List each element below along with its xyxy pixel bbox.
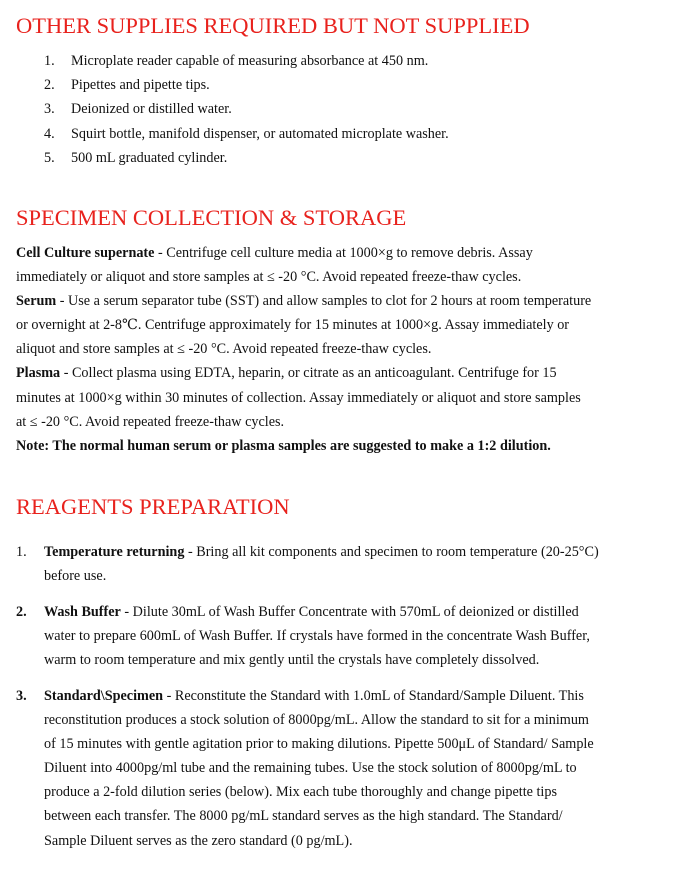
reagent-text: of 15 minutes with gentle agitation prior to making dilutions. Pipette 500μL of Standard/ Sample xyxy=(44,736,594,753)
reagent-text: produce a 2-fold dilution series (below). Mix each tube thoroughly and change pipette tips xyxy=(44,784,557,801)
serum-label: Serum xyxy=(16,293,57,310)
reagent-text: water to prepare 600mL of Wash Buffer. If crystals have formed in the concentrate Wash Buffer, xyxy=(44,628,590,645)
list-item xyxy=(0,146,449,170)
list-number: 5. xyxy=(44,149,55,166)
list-item xyxy=(0,49,449,73)
list-item xyxy=(0,122,449,146)
serum-line-2: or overnight at 2-8℃. Centrifuge approximately for 15 minutes at 1000×g. Assay immediately or xyxy=(16,317,570,334)
reagent-text: - Reconstitute the Standard with 1.0mL of Standard/Sample Diluent. This xyxy=(163,688,584,704)
reagent-label: Wash Buffer xyxy=(44,604,121,620)
list-number: 1. xyxy=(16,544,27,560)
section-title-reagents: REAGENTS PREPARATION xyxy=(16,494,290,519)
reagent-text: before use. xyxy=(44,568,107,585)
cell-culture-text: - Centrifuge cell culture media at 1000×g to remove debris. Assay xyxy=(154,245,533,261)
cell-culture-label: Cell Culture supernate xyxy=(16,245,155,261)
dilution-note xyxy=(16,434,676,458)
reagent-label: Standard\Specimen xyxy=(44,688,164,704)
serum-line-1 xyxy=(16,289,676,313)
list-number: 3. xyxy=(16,688,27,704)
reagent-text: between each transfer. The 8000 pg/mL standard serves as the high standard. The Standard/ xyxy=(44,808,563,825)
list-number: 2. xyxy=(16,604,27,620)
note-text: Note: The normal human serum or plasma samples are suggested to make a 1:2 dilution. xyxy=(16,437,551,454)
list-number: 2. xyxy=(44,77,55,94)
list-text: Microplate reader capable of measuring absorbance at 450 nm. xyxy=(71,53,429,69)
reagent-text: Sample Diluent serves as the zero standard (0 pg/mL). xyxy=(44,832,353,849)
list-number: 3. xyxy=(44,101,55,118)
list-text xyxy=(44,684,594,853)
reagent-text: - Dilute 30mL of Wash Buffer Concentrate with 570mL of deionized or distilled xyxy=(120,604,579,620)
section-title-other-supplies: OTHER SUPPLIES REQUIRED BUT NOT SUPPLIED xyxy=(16,13,530,38)
reagent-text: warm to room temperature and mix gently until the crystals have completely dissolved. xyxy=(44,652,540,669)
reagent-label: Temperature returning xyxy=(44,544,185,560)
plasma-label: Plasma xyxy=(16,365,61,382)
serum-line-3: aliquot and store samples at ≤ -20 °C. Avoid repeated freeze-thaw cycles. xyxy=(16,341,432,358)
serum-text: - Use a serum separator tube (SST) and allow samples to clot for 2 hours at room temperature xyxy=(56,293,592,310)
list-text: Squirt bottle, manifold dispenser, or automated microplate washer. xyxy=(71,125,449,142)
list-text: Pipettes and pipette tips. xyxy=(71,77,210,94)
list-number: 4. xyxy=(44,125,55,142)
cell-culture-line-1 xyxy=(16,241,676,265)
plasma-line-2: minutes at 1000×g within 30 minutes of collection. Assay immediately or aliquot and store samples xyxy=(16,389,581,406)
list-text: Deionized or distilled water. xyxy=(71,101,232,118)
supplies-list xyxy=(0,49,449,170)
reagent-text: Diluent into 4000pg/ml tube and the remaining tubes. Use the stock solution of 8000pg/mL to xyxy=(44,760,577,777)
specimen-paragraphs xyxy=(16,241,676,458)
list-number: 1. xyxy=(44,53,55,69)
cell-culture-line-2: immediately or aliquot and store samples at ≤ -20 °C. Avoid repeated freeze-thaw cycles. xyxy=(16,269,522,286)
section-title-specimen: SPECIMEN COLLECTION & STORAGE xyxy=(16,205,407,230)
reagent-text: - Bring all kit components and specimen to room temperature (20-25°C) xyxy=(184,544,599,560)
list-text xyxy=(44,540,599,588)
reagent-text: reconstitution produces a stock solution of 8000pg/mL. Allow the standard to sit for a minimum xyxy=(44,712,589,729)
list-text xyxy=(44,600,590,672)
plasma-line-1 xyxy=(16,361,676,385)
list-item xyxy=(0,97,449,121)
list-item xyxy=(0,73,449,97)
plasma-line-3: at ≤ -20 °C. Avoid repeated freeze-thaw cycles. xyxy=(16,413,285,430)
list-text: 500 mL graduated cylinder. xyxy=(71,149,228,166)
plasma-text: - Collect plasma using EDTA, heparin, or citrate as an anticoagulant. Centrifuge for 15 xyxy=(60,365,557,382)
